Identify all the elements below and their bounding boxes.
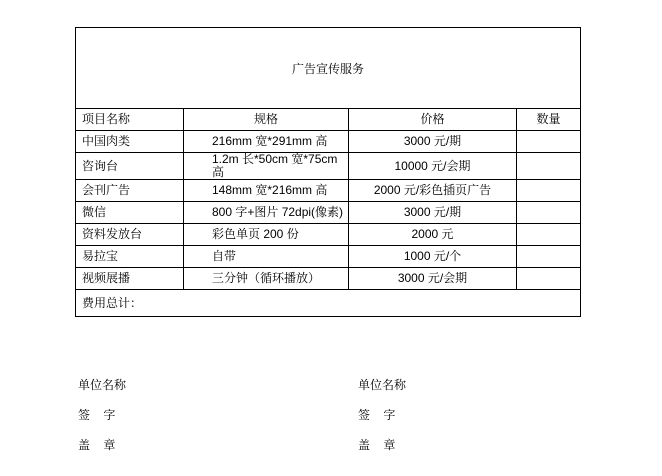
row-price: 3000 元/期 bbox=[349, 202, 517, 224]
row-spec: 1.2m 长*50cm 宽*75cm 高 bbox=[184, 153, 349, 180]
table-total-row bbox=[76, 290, 581, 317]
row-name: 会刊广告 bbox=[76, 180, 184, 202]
column-header-name: 项目名称 bbox=[76, 109, 184, 131]
row-price: 2000 元 bbox=[349, 224, 517, 246]
seal-label-right: 盖 章 bbox=[358, 438, 396, 452]
seal-label-left: 盖 章 bbox=[78, 438, 116, 452]
row-spec: 800 字+图片 72dpi(像素) bbox=[184, 202, 349, 224]
row-spec: 自带 bbox=[184, 246, 349, 268]
unit-name-label-left: 单位名称 bbox=[78, 378, 127, 392]
row-qty bbox=[517, 224, 581, 246]
row-spec: 三分钟（循环播放） bbox=[184, 268, 349, 290]
row-spec: 216mm 宽*291mm 高 bbox=[184, 131, 349, 153]
table-row bbox=[76, 268, 581, 290]
table-row bbox=[76, 180, 581, 202]
row-name: 咨询台 bbox=[76, 153, 184, 180]
row-name: 视频展播 bbox=[76, 268, 184, 290]
row-spec: 彩色单页 200 份 bbox=[184, 224, 349, 246]
total-label: 费用总计： bbox=[76, 290, 581, 317]
row-qty bbox=[517, 246, 581, 268]
row-price: 10000 元/会期 bbox=[349, 153, 517, 180]
column-header-price: 价格 bbox=[349, 109, 517, 131]
table-row bbox=[76, 246, 581, 268]
row-qty bbox=[517, 131, 581, 153]
row-spec: 148mm 宽*216mm 高 bbox=[184, 180, 349, 202]
row-name: 中国肉类 bbox=[76, 131, 184, 153]
row-price: 3000 元/期 bbox=[349, 131, 517, 153]
table-row bbox=[76, 202, 581, 224]
table-title-row bbox=[76, 28, 581, 109]
row-price: 1000 元/个 bbox=[349, 246, 517, 268]
signature-block-right bbox=[358, 370, 406, 460]
document-title bbox=[76, 28, 581, 109]
column-header-spec: 规格 bbox=[184, 109, 349, 131]
document-title-text: 广告宣传服务 bbox=[292, 62, 365, 77]
column-header-qty: 数量 bbox=[517, 109, 581, 131]
row-name: 微信 bbox=[76, 202, 184, 224]
row-qty bbox=[517, 268, 581, 290]
signature-label-left: 签 字 bbox=[78, 408, 116, 422]
row-qty bbox=[517, 180, 581, 202]
table-row bbox=[76, 224, 581, 246]
signature-label-right: 签 字 bbox=[358, 408, 396, 422]
table-row bbox=[76, 153, 581, 180]
unit-name-label-right: 单位名称 bbox=[358, 378, 407, 392]
row-qty bbox=[517, 202, 581, 224]
row-price: 3000 元/会期 bbox=[349, 268, 517, 290]
signature-block-left bbox=[78, 370, 126, 460]
row-name: 易拉宝 bbox=[76, 246, 184, 268]
table-row bbox=[76, 131, 581, 153]
row-price: 2000 元/彩色插页广告 bbox=[349, 180, 517, 202]
row-qty bbox=[517, 153, 581, 180]
table-header-row bbox=[76, 109, 581, 131]
row-name: 资料发放台 bbox=[76, 224, 184, 246]
advertising-services-table bbox=[75, 27, 581, 317]
